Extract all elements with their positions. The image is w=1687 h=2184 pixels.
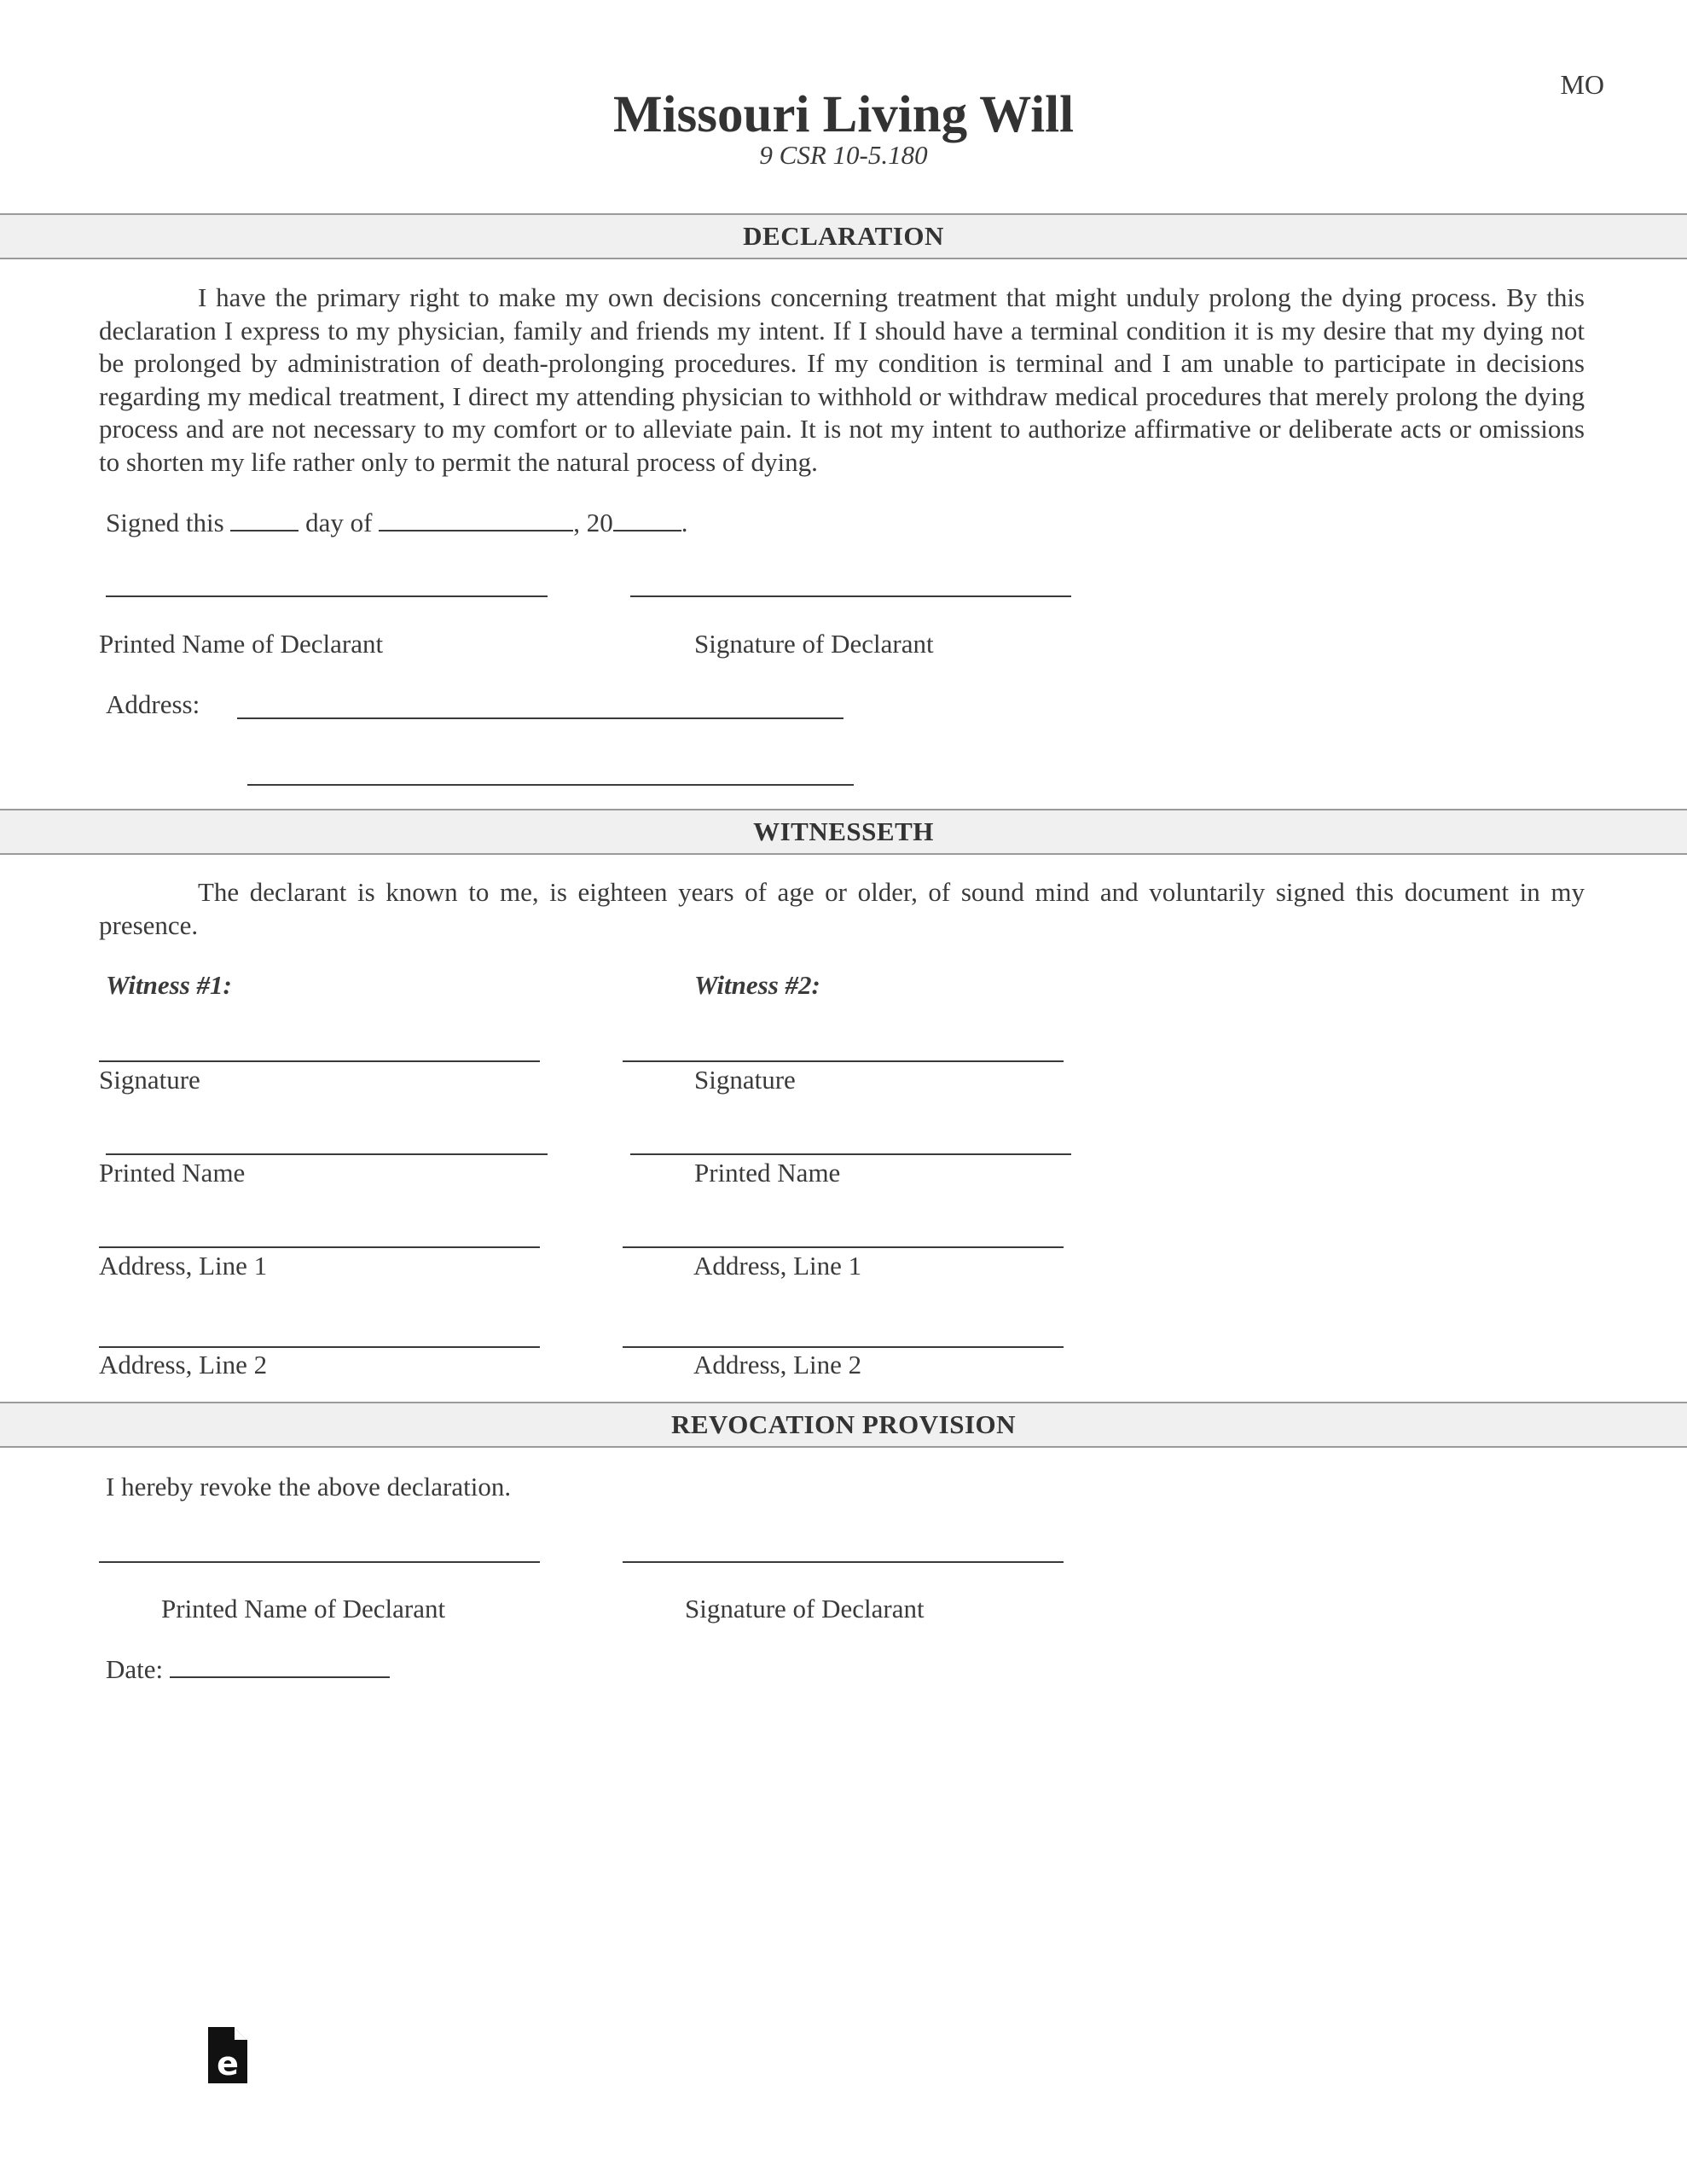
witness2-signature-label: Signature — [694, 1065, 796, 1095]
signed-day-of: day of — [305, 508, 373, 537]
revocation-signature-label: Signature of Declarant — [685, 1594, 925, 1623]
witness1-signature-label: Signature — [99, 1065, 200, 1095]
signed-day-field[interactable] — [230, 508, 299, 531]
witness1-printed-name-field[interactable] — [106, 1153, 548, 1155]
declaration-body: I have the primary right to make my own decisions concerning treatment that might unduly prolong the dying process. By this declaration I express to my physician, family and friends my intent. If I should have a terminal condition it is my desire that my dying not be prolonged by administration of death-prolonging procedures. If my condition is terminal and I am unable to participate in decisions regarding my medical treatment, I direct my attending physician to withhold or withdraw medical procedures that merely prolong the dying process and are not necessary to my comfort or to alleviate pain. It is not my intent to authorize affirmative or deliberate acts or omissions to shorten my life rather only to permit the natural process of dying. — [99, 282, 1585, 477]
declarant-signature-field[interactable] — [630, 595, 1071, 597]
signed-year-prefix: , 20 — [573, 508, 613, 537]
signed-month-field[interactable] — [379, 508, 573, 531]
logo-letter: e — [217, 2045, 239, 2082]
witness1-address-line1-label: Address, Line 1 — [99, 1251, 268, 1281]
witness2-address-line1-field[interactable] — [623, 1246, 1064, 1248]
revocation-heading: REVOCATION PROVISION — [670, 1409, 1017, 1439]
witness1-signature-field[interactable] — [99, 1060, 540, 1062]
witness1-heading: Witness #1: — [106, 970, 232, 1000]
revocation-signature-field[interactable] — [623, 1561, 1064, 1563]
witness1-address-line2-field[interactable] — [99, 1346, 540, 1348]
revocation-date-line — [106, 1653, 390, 1686]
signed-suffix: . — [681, 508, 688, 537]
revocation-section-header — [0, 1402, 1687, 1448]
declarant-address-line1-field[interactable] — [237, 717, 844, 719]
signed-date-line — [106, 507, 688, 539]
declarant-printed-name-label: Printed Name of Declarant — [99, 629, 384, 659]
declarant-address-line2-field[interactable] — [247, 784, 854, 786]
witnesseth-body: The declarant is known to me, is eighteen years of age or older, of sound mind and voluntarily signed this document in my presence. — [99, 877, 1585, 940]
revocation-statement: I hereby revoke the above declaration. — [106, 1472, 512, 1502]
witness2-printed-name-field[interactable] — [630, 1153, 1071, 1155]
declarant-address-label: Address: — [106, 689, 200, 719]
witness2-address-line2-field[interactable] — [623, 1346, 1064, 1348]
witness2-signature-field[interactable] — [623, 1060, 1064, 1062]
document-title: Missouri Living Will — [612, 86, 1075, 143]
witness1-address-line1-field[interactable] — [99, 1246, 540, 1248]
revocation-date-label: Date: — [106, 1654, 164, 1684]
witness2-heading: Witness #2: — [694, 970, 820, 1000]
declaration-heading: DECLARATION — [743, 221, 944, 251]
signed-prefix: Signed this — [106, 508, 224, 537]
witness1-address-line2-label: Address, Line 2 — [99, 1350, 268, 1380]
revocation-printed-name-label: Printed Name of Declarant — [161, 1594, 446, 1623]
witness1-printed-name-label: Printed Name — [99, 1158, 246, 1188]
esign-document-logo-icon — [208, 2027, 247, 2083]
declaration-section-header — [0, 213, 1687, 259]
declarant-signature-label: Signature of Declarant — [694, 629, 934, 659]
regulation-citation: 9 CSR 10-5.180 — [759, 140, 928, 170]
revocation-date-field[interactable] — [170, 1654, 390, 1678]
witnesseth-section-header — [0, 809, 1687, 855]
witness2-address-line1-label: Address, Line 1 — [693, 1251, 862, 1281]
signed-year-field[interactable] — [613, 508, 681, 531]
witnesseth-heading: WITNESSETH — [753, 816, 934, 846]
declarant-printed-name-field[interactable] — [106, 595, 548, 597]
state-code: MO — [1560, 69, 1604, 100]
witness2-address-line2-label: Address, Line 2 — [693, 1350, 862, 1380]
witness2-printed-name-label: Printed Name — [694, 1158, 841, 1188]
revocation-printed-name-field[interactable] — [99, 1561, 540, 1563]
